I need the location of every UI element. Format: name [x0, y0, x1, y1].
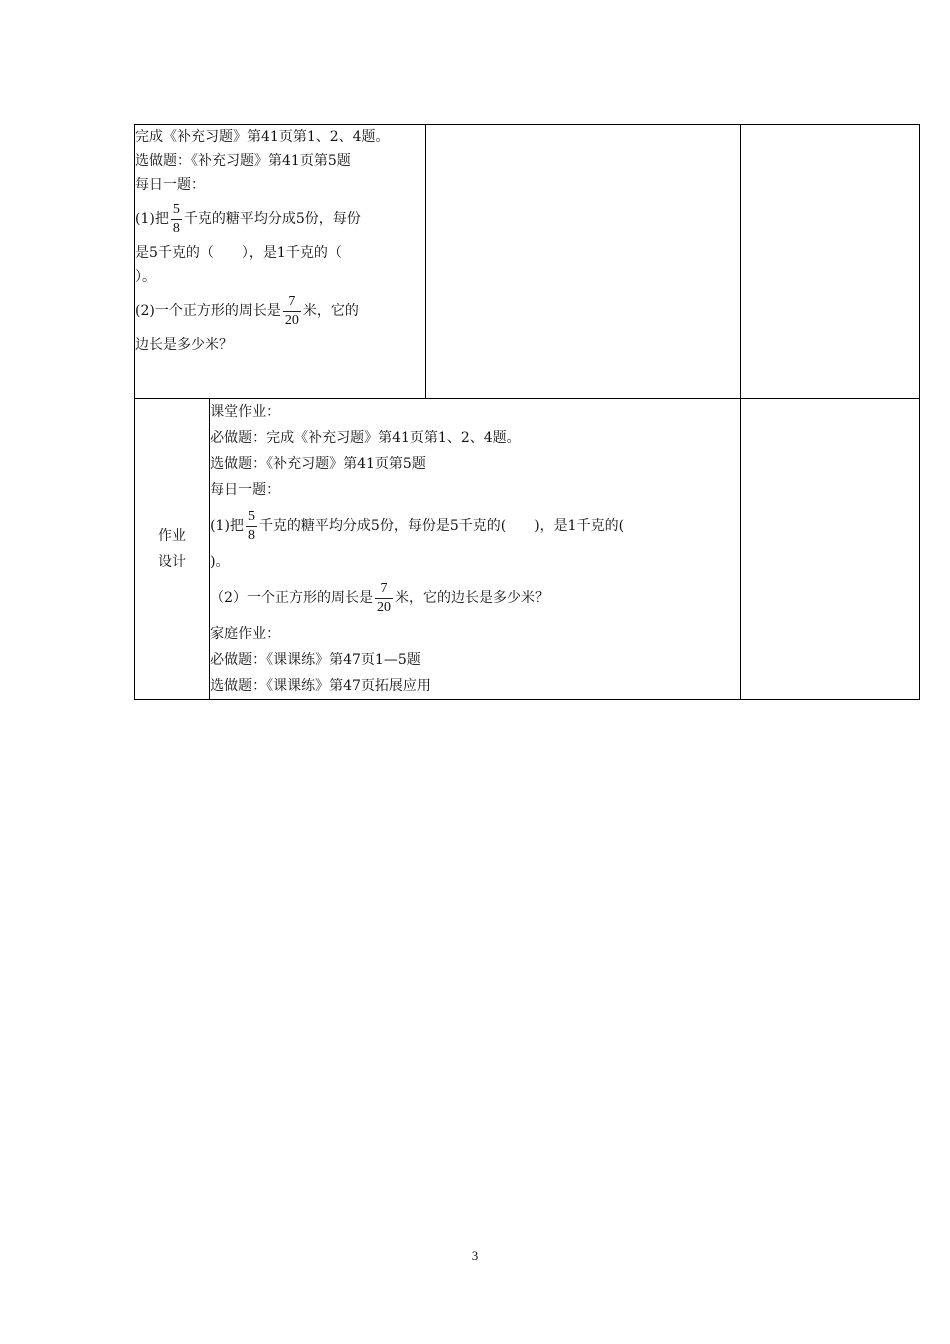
text-line: 必做题：《课课练》第47页1—5题	[210, 652, 421, 668]
question-text: 千克的糖平均分成5份，每份是5千克的( )，是1千克的(	[258, 518, 625, 534]
empty-cell	[740, 399, 919, 700]
question-2	[210, 578, 740, 618]
fraction	[246, 510, 257, 543]
text-line: 选做题：《课课练》第47页拓展应用	[210, 678, 431, 694]
question-text: （2）一个正方形的周长是	[210, 590, 374, 606]
question-text: (1)把	[135, 211, 169, 227]
homework-design-label	[135, 399, 210, 700]
table-row	[135, 399, 920, 700]
text-line: 完成《补充习题》第41页第1、2、4题。	[135, 129, 390, 145]
question-2	[135, 291, 425, 331]
question-text: 千克的糖平均分成5份，每份	[183, 211, 361, 227]
text-line: 选做题：《补充习题》第41页第5题	[135, 153, 351, 169]
label-text: 作业	[158, 528, 187, 544]
table-row	[135, 125, 920, 399]
text-line: 是5千克的（ ），是1千克的（	[135, 245, 342, 261]
fraction	[283, 295, 301, 328]
empty-cell	[740, 125, 919, 399]
question-1	[135, 199, 425, 239]
text-line: 家庭作业：	[210, 626, 281, 642]
fraction-numerator: 7	[380, 580, 388, 596]
fraction-numerator: 5	[172, 201, 180, 217]
page-number: 3	[471, 1248, 479, 1263]
text-line: 必做题：完成《补充习题》第41页第1、2、4题。	[210, 430, 521, 446]
text-line: 每日一题：	[210, 482, 281, 498]
fraction-denominator: 8	[247, 527, 255, 543]
text-line: 边长是多少米？	[135, 337, 233, 353]
fraction-numerator: 7	[288, 293, 296, 309]
question-1	[210, 506, 740, 546]
fraction	[375, 582, 393, 615]
question-text: 米，它的边长是多少米？	[395, 590, 550, 606]
teaching-content-cell	[135, 125, 426, 399]
fraction-denominator: 20	[284, 312, 299, 328]
fraction	[171, 203, 182, 236]
label-text: 设计	[158, 554, 187, 570]
question-text: (2)一个正方形的周长是	[135, 303, 281, 319]
text-line: 每日一题：	[135, 177, 205, 193]
text-line: )。	[210, 554, 230, 570]
text-line: 课堂作业：	[210, 404, 281, 420]
empty-cell	[426, 125, 740, 399]
text-line: 选做题：《补充习题》第41页第5题	[210, 456, 426, 472]
question-text: 米，它的	[302, 303, 359, 319]
homework-content-cell	[210, 399, 741, 700]
fraction-denominator: 8	[172, 220, 180, 236]
text-line: ）。	[135, 269, 156, 285]
fraction-denominator: 20	[377, 599, 392, 615]
question-text: (1)把	[210, 518, 244, 534]
lesson-plan-table	[134, 124, 920, 700]
fraction-numerator: 5	[247, 508, 255, 524]
